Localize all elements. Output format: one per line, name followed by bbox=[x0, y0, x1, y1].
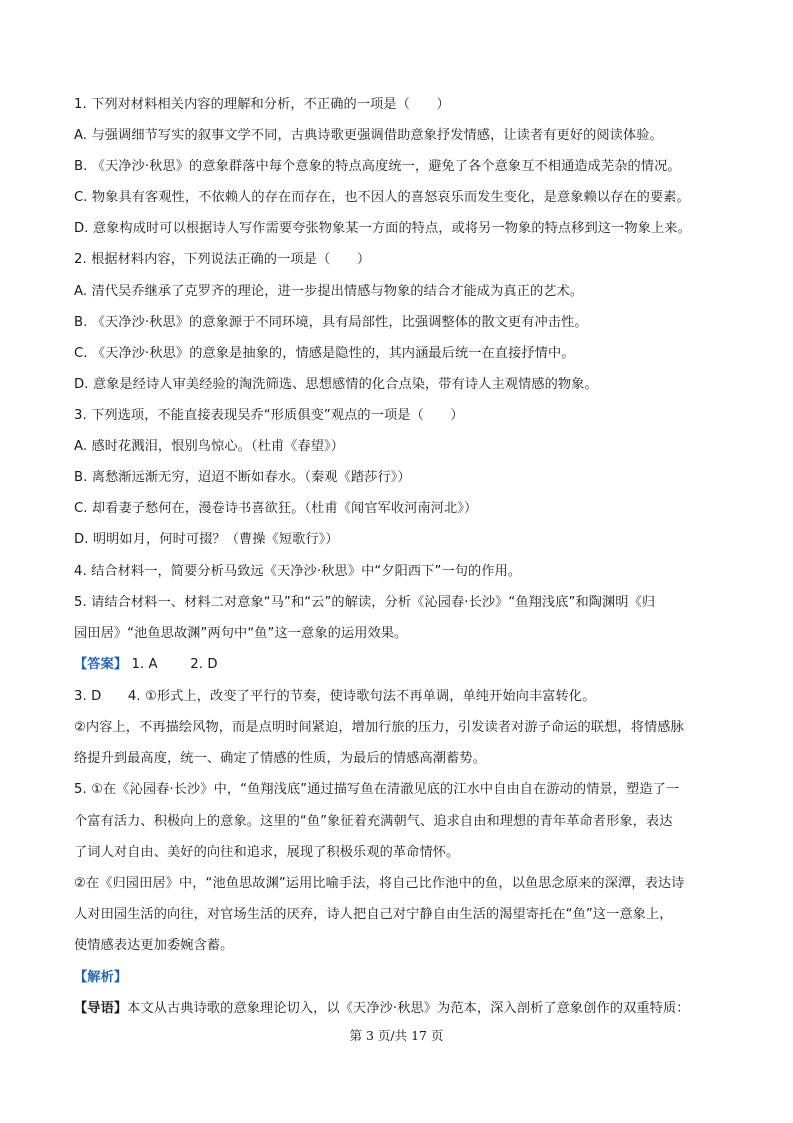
question-2-option-a: A. 清代吴乔继承了克罗齐的理论，进一步提出情感与物象的结合才能成为真正的艺术。 bbox=[74, 284, 584, 299]
analysis-tag-line bbox=[74, 968, 724, 988]
answer-5-line-6: 使情感表达更加委婉含蓄。 bbox=[74, 938, 234, 953]
answer-line bbox=[74, 655, 724, 675]
question-3-option-a: A. 感时花溅泪，恨别鸟惊心。（杜甫《春望》） bbox=[74, 439, 345, 454]
answer-3-4-line: 3. D 4. ①形式上，改变了平行的节奏，使诗歌句法不再单调，单纯开始向丰富转化。 bbox=[74, 689, 596, 704]
question-4-stem: 4. 结合材料一，简要分析马致远《天净沙·秋思》中“夕阳西下”一句的作用。 bbox=[74, 564, 522, 579]
question-3-option-b: B. 离愁渐远渐无穷，迢迢不断如春水。（秦观《踏莎行》） bbox=[74, 470, 411, 485]
question-1-option-b: B. 《天净沙·秋思》的意象群落中每个意象的特点高度统一，避免了各个意象互不相通造成芜杂的情况。 bbox=[74, 159, 681, 174]
answer-2: 2. D bbox=[190, 657, 218, 672]
answer-5-line-3: 了词人对自由、美好的向往和追求，展现了积极乐观的革命情怀。 bbox=[74, 845, 460, 860]
question-1-option-c: C. 物象具有客观性，不依赖人的存在而存在，也不因人的喜怒哀乐而发生变化，是意象赖以存在的要素。 bbox=[74, 190, 690, 205]
answer-4-line-3: 络提升到最高度，统一、确定了情感的性质，为最后的情感高潮蓄势。 bbox=[74, 751, 486, 766]
answer-5-line-2: 个富有活力、积极向上的意象。这里的“鱼”象征着充满朝气、追求自由和理想的青年革命者形象，表达 bbox=[74, 814, 673, 829]
question-3-stem: 3. 下列选项，不能直接表现吴乔“形质俱变”观点的一项是（ ） bbox=[74, 408, 464, 423]
question-1-option-a: A. 与强调细节写实的叙事文学不同，古典诗歌更强调借助意象抒发情感，让读者有更好的阅读体验。 bbox=[74, 128, 663, 143]
question-1-stem: 1. 下列对材料相关内容的理解和分析，不正确的一项是（ ） bbox=[74, 97, 450, 112]
analysis-tag: 【解析】 bbox=[74, 970, 128, 985]
guide-line bbox=[74, 999, 724, 1019]
question-2-stem: 2. 根据材料内容，下列说法正确的一项是（ ） bbox=[74, 252, 371, 267]
answer-tag: 【答案】 bbox=[74, 657, 128, 672]
guide-text: 本文从古典诗歌的意象理论切入，以《天净沙·秋思》为范本，深入剖析了意象创作的双重特质： bbox=[127, 1001, 690, 1016]
answer-4-line-2: ②内容上，不再描绘风物，而是点明时间紧迫，增加行旅的压力，引发读者对游子命运的联想，将情感脉 bbox=[74, 720, 684, 735]
answer-5-line-5: 人对田园生活的向往，对官场生活的厌弃，诗人把自己对宁静自由生活的渴望寄托在“鱼”这一意象上， bbox=[74, 907, 673, 922]
question-2-option-d: D. 意象是经诗人审美经验的淘洗筛选、思想感情的化合点染，带有诗人主观情感的物象。 bbox=[74, 377, 598, 392]
question-5-stem-line-2: 园田居》“池鱼思故渊”两句中“鱼”这一意象的运用效果。 bbox=[74, 626, 408, 641]
question-3-option-c: C. 却看妻子愁何在，漫卷诗书喜欲狂。（杜甫《闻官军收河南河北》） bbox=[74, 501, 478, 516]
question-2-option-b: B. 《天净沙·秋思》的意象源于不同环境，具有局部性，比强调整体的散文更有冲击性。 bbox=[74, 315, 588, 330]
page-footer: 第 3 页/共 17 页 bbox=[349, 1028, 444, 1043]
answer-5-line-4: ②在《归园田居》中，“池鱼思故渊”运用比喻手法，将自己比作池中的鱼，以鱼思念原来的深潭，表达诗 bbox=[74, 876, 685, 891]
question-3-option-d: D. 明明如月，何时可掇？（曹操《短歌行》） bbox=[74, 532, 339, 547]
answer-5-line-1: 5. ①在《沁园春·长沙》中，“鱼翔浅底”通过描写鱼在清澈见底的江水中自由自在游动的情景，塑造了一 bbox=[74, 782, 680, 797]
question-1-option-d: D. 意象构成时可以根据诗人写作需要夸张物象某一方面的特点，或将另一物象的特点移到这一物象上来。 bbox=[74, 221, 691, 236]
guide-tag: 【导语】 bbox=[74, 1001, 128, 1016]
question-2-option-c: C. 《天净沙·秋思》的意象是抽象的，情感是隐性的，其内涵最后统一在直接抒情中。 bbox=[74, 346, 575, 361]
answer-1: 1. A bbox=[131, 657, 158, 672]
question-5-stem-line-1: 5. 请结合材料一、材料二对意象“马”和“云”的解读，分析《沁园春·长沙》“鱼翔浅底”和陶渊明《归 bbox=[74, 595, 656, 610]
